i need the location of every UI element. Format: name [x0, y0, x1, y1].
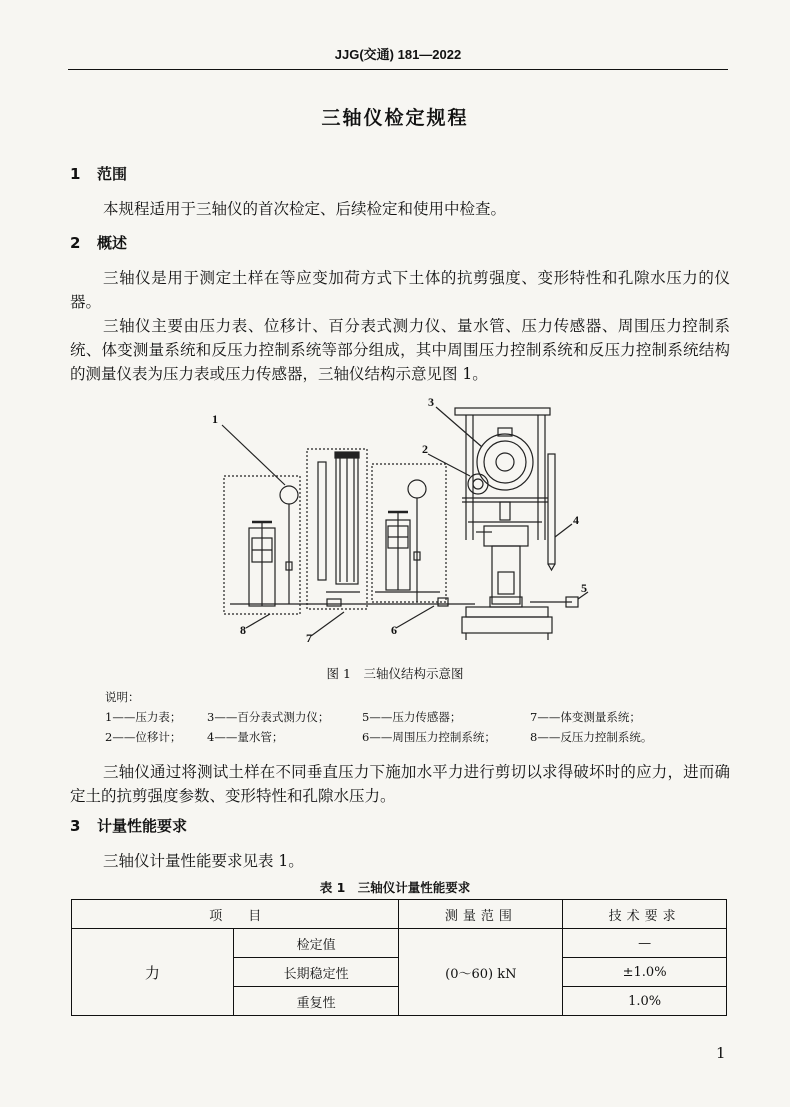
page-number: 1 [716, 1044, 726, 1062]
pressure-gauge-symbol [280, 486, 298, 504]
item-cell: 检定值 [233, 929, 399, 958]
loading-frame-crossbar [455, 408, 550, 415]
section-2-heading [70, 232, 127, 253]
section-3-paragraph: 三轴仪计量性能要求见表 1。 [103, 852, 304, 870]
callout-2: 2 [422, 442, 428, 456]
displacement-gauge-symbol [468, 474, 488, 494]
callout-3: 3 [428, 395, 434, 409]
callout-5: 5 [581, 581, 587, 595]
item-cell: 重复性 [233, 987, 399, 1016]
section-1-paragraph: 本规程适用于三轴仪的首次检定、后续检定和使用中检查。 [103, 200, 507, 218]
table-title: 表 1 三轴仪计量性能要求 [319, 880, 471, 895]
section-2-paragraph-3: 三轴仪通过将测试土样在不同垂直压力下施加水平力进行剪切以求得破坏时的应力，进而确定土的抗剪强度参数、变形特性和孔隙水压力。 [70, 763, 730, 805]
running-header: JJG(交通) 181—2022 [334, 47, 462, 62]
document-title: 三轴仪检定规程 [321, 107, 469, 129]
requirement-cell: ±1.0% [563, 958, 727, 987]
section-title: 计量性能要求 [97, 817, 188, 835]
group-cell: 力 [72, 929, 234, 1016]
figure-caption: 图 1 三轴仪结构示意图 [326, 666, 464, 681]
legend-item: 3——百分表式测力仪； [207, 710, 330, 724]
table-header-row [72, 900, 727, 929]
callout-4: 4 [573, 513, 579, 527]
requirement-cell: 1.0% [563, 987, 727, 1016]
legend-item: 4——量水管； [207, 730, 284, 744]
range-cell: (0～60) kN [399, 929, 563, 1016]
legend-item: 5——压力传感器； [362, 710, 462, 724]
section-number: 2 [70, 234, 81, 252]
triaxial-schematic-figure [200, 392, 600, 644]
header-rule [68, 69, 728, 70]
header-requirement: 技术要求 [563, 900, 727, 929]
callout-6: 6 [391, 623, 397, 637]
callout-8: 8 [240, 623, 246, 637]
water-burette-symbol [548, 454, 555, 564]
burette-symbol [318, 462, 326, 580]
table-row [72, 929, 727, 958]
section-3-heading [70, 815, 187, 836]
callout-1: 1 [212, 412, 218, 426]
callout-7: 7 [306, 631, 312, 644]
performance-table [71, 899, 727, 1016]
section-2-paragraph-2: 三轴仪主要由压力表、位移计、百分表式测力仪、量水管、压力传感器、周围压力控制系统、体变测量系统和反压力控制系统等部分组成，其中周围压力控制系统和反压力控制系统结构的测量仪表为压力表或压力传感器，三轴仪结构示意见图 1。 [70, 317, 730, 383]
legend-item: 6——周围压力控制系统； [362, 730, 496, 744]
section-title: 概述 [97, 234, 128, 252]
legend-title: 说明： [105, 690, 140, 704]
section-number: 3 [70, 817, 81, 835]
section-title: 范围 [97, 165, 128, 183]
legend-item: 1——压力表； [105, 710, 182, 724]
section-2-paragraph-1: 三轴仪是用于测定土样在等应变加荷方式下土体的抗剪强度、变形特性和孔隙水压力的仪器。 [70, 269, 730, 311]
header-item: 项 目 [72, 900, 399, 929]
legend-item: 7——体变测量系统； [530, 710, 641, 724]
requirement-cell: — [563, 929, 727, 958]
section-number: 1 [70, 165, 81, 183]
header-range: 测量范围 [399, 900, 563, 929]
legend-item: 2——位移计； [105, 730, 182, 744]
item-cell: 长期稳定性 [233, 958, 399, 987]
legend-item: 8——反压力控制系统。 [530, 730, 653, 744]
section-1-heading [70, 163, 127, 184]
proving-ring-symbol [477, 434, 533, 490]
